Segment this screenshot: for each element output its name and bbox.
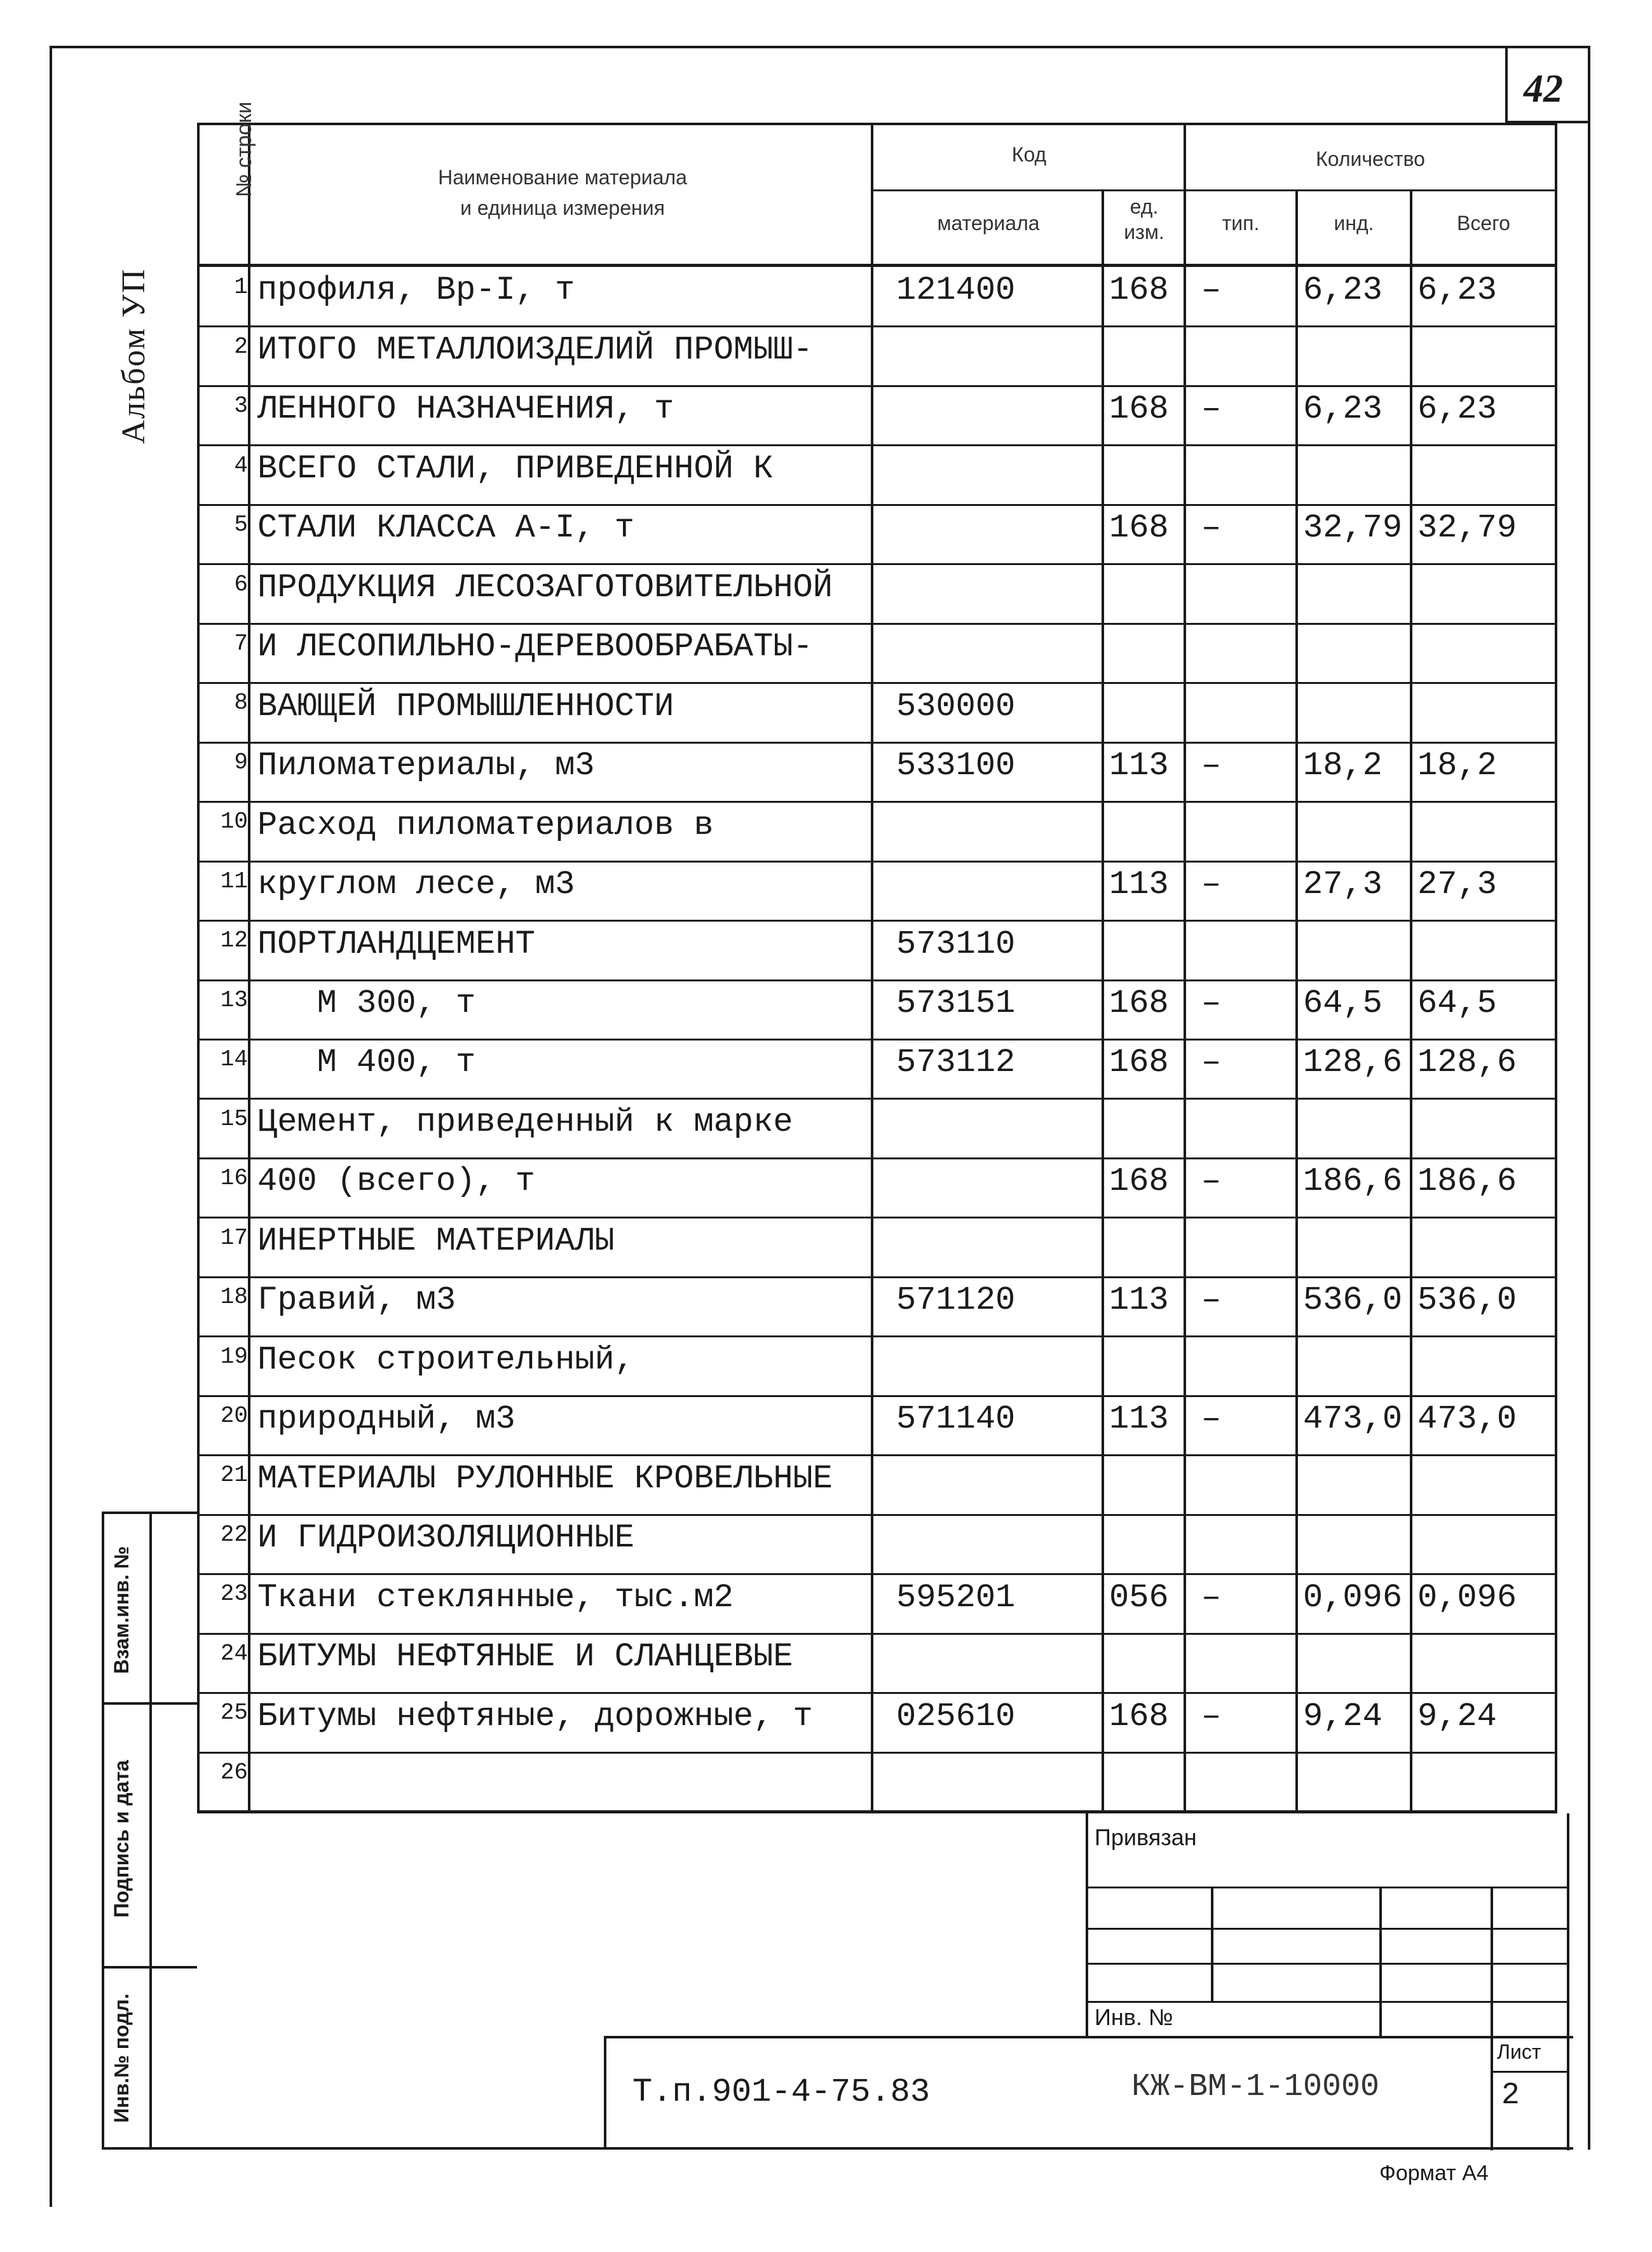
row-code: 571120: [896, 1281, 1016, 1320]
tb-grid-h2: [1086, 1963, 1569, 1965]
row-divider: [197, 1573, 1557, 1575]
header-code-unit: ед. изм.: [1124, 195, 1164, 243]
tb-grid-h1: [1086, 1928, 1569, 1930]
tb-main-left: [604, 2036, 606, 2149]
row-ind: 32,79: [1303, 509, 1403, 547]
tb-grid-v3: [1491, 1887, 1493, 2150]
stamp-top: [102, 1512, 197, 1514]
row-divider: [197, 1752, 1557, 1754]
row-name: 400 (всего), т: [257, 1163, 535, 1201]
header-code-material: материала: [937, 212, 1040, 235]
header-qty-group: Количество: [1316, 147, 1425, 170]
row-number: 25: [220, 1700, 248, 1726]
row-number: 16: [220, 1165, 248, 1192]
row-ind: 6,23: [1303, 271, 1382, 310]
row-number: 5: [234, 512, 248, 538]
row-name: М 400, т: [257, 1044, 476, 1082]
stamp-podpis-data: Подпись и дата: [110, 1760, 133, 1918]
row-typ: –: [1201, 509, 1222, 547]
row-typ: –: [1201, 1578, 1222, 1616]
row-name: Расход пиломатериалов в: [257, 806, 714, 844]
row-divider: [197, 1157, 1557, 1159]
table-top: [197, 123, 1557, 125]
table-header-bottom: [197, 264, 1557, 267]
row-divider: [197, 801, 1557, 803]
row-code: 530000: [896, 687, 1016, 725]
row-number: 17: [220, 1224, 248, 1251]
header-row-number: № строки: [232, 101, 256, 198]
col-total-sep: [1410, 189, 1412, 1813]
row-unit: 168: [1109, 271, 1169, 310]
row-number: 7: [234, 630, 248, 657]
row-name: Гравий, м3: [257, 1281, 456, 1320]
row-total: 186,6: [1417, 1163, 1517, 1201]
row-name: СТАЛИ КЛАССА А-I, т: [257, 509, 634, 547]
tb-sheet-number: 2: [1501, 2078, 1520, 2113]
tb-main-top: [604, 2036, 1573, 2038]
row-unit: 113: [1109, 1400, 1169, 1438]
col-ind-sep: [1295, 189, 1298, 1813]
header-code-group: Код: [1011, 143, 1047, 166]
row-number: 15: [220, 1105, 248, 1132]
row-total: 6,23: [1417, 271, 1497, 310]
row-ind: 473,0: [1303, 1400, 1403, 1438]
row-name: ИНЕРТНЫЕ МАТЕРИАЛЫ: [257, 1222, 615, 1260]
row-number: 18: [220, 1284, 248, 1311]
row-name: БИТУМЫ НЕФТЯНЫЕ И СЛАНЦЕВЫЕ: [257, 1638, 793, 1676]
row-name: Битумы нефтяные, дорожные, т: [257, 1697, 813, 1735]
row-name: ВАЮЩЕЙ ПРОМЫШЛЕННОСТИ: [257, 687, 674, 725]
row-code: 571140: [896, 1400, 1016, 1438]
row-typ: –: [1201, 866, 1222, 904]
col-code-sep: [871, 123, 873, 1813]
row-unit: 168: [1109, 1163, 1169, 1201]
row-number: 23: [220, 1581, 248, 1607]
row-divider: [197, 1692, 1557, 1694]
row-divider: [197, 1039, 1557, 1041]
stamp-vzam-inv: Взам.инв. №: [110, 1546, 133, 1674]
row-number: 21: [220, 1462, 248, 1489]
tb-drawing-code: КЖ-ВМ-1-10000: [1131, 2069, 1380, 2105]
row-typ: –: [1201, 1281, 1222, 1320]
tb-sheet-label: Лист: [1497, 2040, 1541, 2063]
row-code: 121400: [896, 271, 1016, 310]
row-name: ПРОДУКЦИЯ ЛЕСОЗАГОТОВИТЕЛЬНОЙ: [257, 568, 833, 606]
row-divider: [197, 325, 1557, 327]
row-code: 025610: [896, 1697, 1016, 1735]
row-number: 19: [220, 1343, 248, 1370]
row-divider: [197, 742, 1557, 744]
row-divider: [197, 979, 1557, 981]
row-typ: –: [1201, 747, 1222, 785]
row-total: 128,6: [1417, 1044, 1517, 1082]
tb-grid-v2: [1379, 1887, 1382, 2036]
row-divider: [197, 861, 1557, 863]
row-number: 26: [220, 1759, 248, 1785]
row-unit: 168: [1109, 1697, 1169, 1735]
col-qty-sep: [1184, 123, 1186, 1813]
row-ind: 64,5: [1303, 985, 1382, 1022]
table-bottom: [197, 1810, 1557, 1813]
row-name: Цемент, приведенный к марке: [257, 1103, 793, 1141]
tb-inv-no: Инв. №: [1095, 2004, 1173, 2030]
outer-frame-right: [1588, 46, 1590, 2150]
row-divider: [197, 920, 1557, 922]
row-ind: 536,0: [1303, 1281, 1403, 1320]
row-typ: –: [1201, 1400, 1222, 1438]
row-code: 573112: [896, 1044, 1016, 1082]
table-header-divider: [871, 189, 1557, 191]
row-total: 9,24: [1417, 1697, 1497, 1735]
row-typ: –: [1201, 1044, 1222, 1082]
row-typ: –: [1201, 271, 1222, 310]
format-label: Формат А4: [1379, 2161, 1489, 2185]
col-rownum-sep: [248, 123, 250, 1813]
row-divider: [197, 1395, 1557, 1397]
row-ind: 18,2: [1303, 747, 1382, 785]
row-divider: [197, 1633, 1557, 1635]
row-code: 595201: [896, 1578, 1016, 1616]
row-ind: 128,6: [1303, 1044, 1403, 1082]
outer-frame-left: [50, 46, 52, 2207]
stamp-outer-left: [102, 1512, 104, 2147]
col-unit-sep: [1102, 189, 1104, 1813]
tb-right: [1567, 1813, 1569, 2150]
header-name: [251, 162, 874, 223]
row-divider: [197, 623, 1557, 625]
row-number: 2: [234, 333, 248, 360]
album-label: Альбом УП: [115, 268, 152, 444]
tb-privyazan-left: [1086, 1813, 1088, 2037]
row-number: 22: [220, 1521, 248, 1548]
row-divider: [197, 504, 1557, 506]
tb-bottom: [197, 2147, 1573, 2150]
row-ind: 6,23: [1303, 390, 1382, 428]
row-name: МАТЕРИАЛЫ РУЛОННЫЕ КРОВЕЛЬНЫЕ: [257, 1459, 833, 1498]
row-name: круглом лесе, м3: [257, 866, 575, 904]
header-qty-total: Всего: [1457, 212, 1510, 235]
header-qty-typ: тип.: [1222, 212, 1260, 235]
row-code: 533100: [896, 747, 1016, 785]
row-unit: 168: [1109, 1044, 1169, 1082]
tb-doc-code: Т.п.901-4-75.83: [632, 2073, 931, 2111]
row-number: 9: [234, 749, 248, 775]
row-total: 27,3: [1417, 866, 1497, 904]
row-name: профиля, Вр-I, т: [257, 271, 575, 310]
row-number: 1: [234, 274, 248, 301]
row-code: 573110: [896, 925, 1016, 963]
row-divider: [197, 1098, 1557, 1100]
row-number: 11: [220, 868, 248, 894]
row-total: 32,79: [1417, 509, 1517, 547]
row-total: 6,23: [1417, 390, 1497, 428]
outer-frame-top: [51, 46, 1589, 48]
row-number: 12: [220, 927, 248, 954]
row-divider: [197, 1335, 1557, 1337]
row-unit: 168: [1109, 509, 1169, 547]
row-name: И ГИДРОИЗОЛЯЦИОННЫЕ: [257, 1519, 634, 1557]
row-total: 18,2: [1417, 747, 1497, 785]
row-ind: 9,24: [1303, 1697, 1382, 1735]
row-typ: –: [1201, 1697, 1222, 1735]
row-unit: 056: [1109, 1578, 1169, 1616]
header-name-line2: и единица измерения: [460, 196, 665, 219]
row-typ: –: [1201, 985, 1222, 1022]
stamp-inner-sep: [149, 1512, 152, 2147]
row-name: ИТОГО МЕТАЛЛОИЗДЕЛИЙ ПРОМЫШ-: [257, 331, 813, 369]
row-total: 536,0: [1417, 1281, 1517, 1320]
row-name: И ЛЕСОПИЛЬНО-ДЕРЕВООБРАБАТЫ-: [257, 628, 813, 666]
row-divider: [197, 682, 1557, 684]
table-left: [197, 123, 200, 1813]
row-typ: –: [1201, 1163, 1222, 1201]
header-name-line1: Наименование материала: [438, 166, 687, 189]
row-divider: [197, 444, 1557, 446]
row-number: 14: [220, 1046, 248, 1073]
table-right: [1555, 123, 1557, 1813]
row-number: 13: [220, 986, 248, 1013]
row-number: 20: [220, 1402, 248, 1429]
row-divider: [197, 1514, 1557, 1516]
row-number: 6: [234, 571, 248, 597]
stamp-inv-podl: Инв.№ подл.: [110, 1993, 133, 2123]
row-total: 473,0: [1417, 1400, 1517, 1438]
row-name: ПОРТЛАНДЦЕМЕНТ: [257, 925, 535, 963]
row-divider: [197, 1276, 1557, 1278]
row-name: ЛЕННОГО НАЗНАЧЕНИЯ, т: [257, 390, 674, 428]
row-name: Ткани стеклянные, тыс.м2: [257, 1578, 734, 1616]
row-name: Песок строительный,: [257, 1341, 634, 1379]
row-total: 64,5: [1417, 985, 1497, 1022]
tb-grid-v1: [1211, 1887, 1213, 2003]
row-unit: 168: [1109, 390, 1169, 428]
row-divider: [197, 563, 1557, 565]
row-name: природный, м3: [257, 1400, 515, 1438]
row-unit: 168: [1109, 985, 1169, 1022]
row-typ: –: [1201, 390, 1222, 428]
row-ind: 0,096: [1303, 1578, 1403, 1616]
row-number: 8: [234, 690, 248, 716]
row-name: Пиломатериалы, м3: [257, 747, 595, 785]
tb-grid-h3: [1086, 2001, 1569, 2003]
row-divider: [197, 385, 1557, 387]
tb-privyazan: Привязан: [1095, 1824, 1197, 1850]
row-name: М 300, т: [257, 985, 476, 1022]
page-number: 42: [1524, 67, 1563, 111]
row-ind: 186,6: [1303, 1163, 1403, 1201]
header-qty-ind: инд.: [1334, 212, 1374, 235]
row-divider: [197, 1217, 1557, 1218]
row-name: ВСЕГО СТАЛИ, ПРИВЕДЕННОЙ К: [257, 449, 774, 488]
row-unit: 113: [1109, 1281, 1169, 1320]
row-number: 3: [234, 393, 248, 420]
row-unit: 113: [1109, 866, 1169, 904]
row-number: 4: [234, 452, 248, 479]
tb-sheet-sep: [1491, 2071, 1567, 2073]
row-number: 24: [220, 1640, 248, 1667]
row-divider: [197, 1454, 1557, 1456]
tb-privyazan-sep: [1086, 1887, 1569, 1888]
row-code: 573151: [896, 985, 1016, 1022]
row-ind: 27,3: [1303, 866, 1382, 904]
row-total: 0,096: [1417, 1578, 1517, 1616]
row-unit: 113: [1109, 747, 1169, 785]
row-number: 10: [220, 809, 248, 835]
